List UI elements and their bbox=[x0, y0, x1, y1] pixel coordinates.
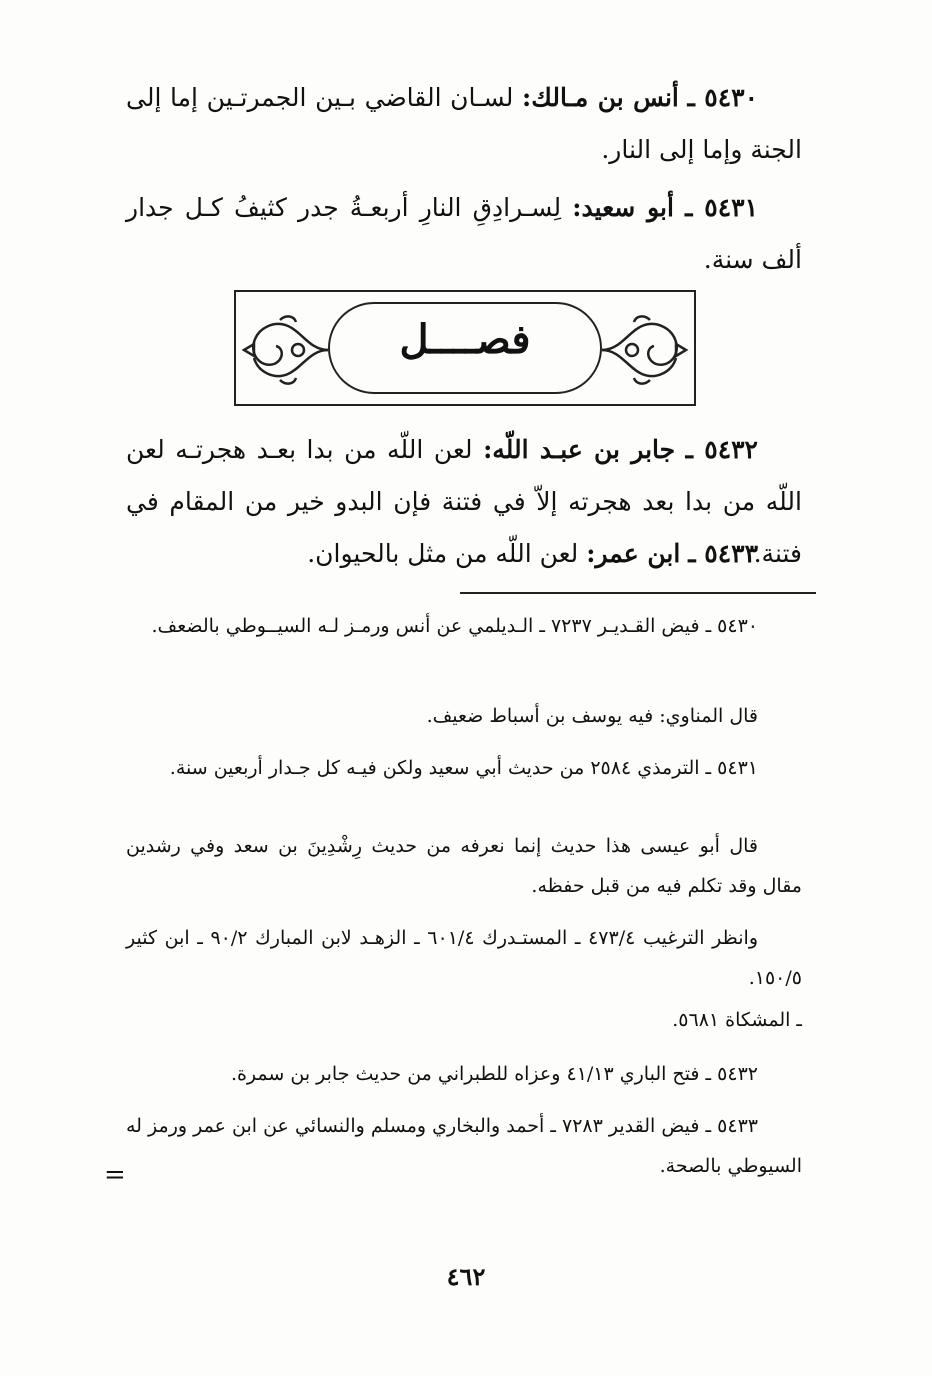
entry-narrator: جابر بن عبـد اللّه: bbox=[483, 435, 676, 464]
footnote: ٥٤٣٢ ـ فتح الباري ٤١/١٣ وعزاه للطبراني من حديث جابر بن سمرة. bbox=[230, 1063, 758, 1085]
entry-text: لعن اللّه من مثل بالحيوان. bbox=[307, 539, 579, 568]
entry-narrator: ابن عمر: bbox=[586, 539, 681, 568]
footnote: ٥٤٣٠ ـ فيض القـديـر ٧٢٣٧ ـ الـديلمي عن أنس ورمـز لـه السيــوطي بالضعف. bbox=[151, 615, 758, 637]
section-heading-frame bbox=[234, 290, 696, 406]
hadith-entry-5430 bbox=[126, 72, 802, 176]
entry-narrator: أبو سعيد: bbox=[572, 193, 674, 222]
entry-text: لعن اللّه من بدا بعـد هجرتـه لعن اللّه من بدا بعد هجرته إلاّ في فتنة فإن البدو خير من المقام في فتنة. bbox=[126, 435, 802, 568]
entry-text: لِسـرادِقِ النارِ أربعـةُ جدر كثيفُ كـل جدار ألف سنة. bbox=[126, 193, 802, 274]
hadith-entry-5433 bbox=[126, 528, 802, 580]
entry-narrator: أنس بن مـالك: bbox=[522, 83, 679, 112]
footnote-separator bbox=[460, 592, 816, 594]
footnote: وانظر الترغيب ٤٧٣/٤ ـ المستـدرك ٦٠١/٤ ـ الزهـد لابن المبارك ٩٠/٢ ـ ابن كثير ١٥٠/٥. bbox=[126, 927, 802, 989]
footnote: ٥٤٣١ ـ الترمذي ٢٥٨٤ من حديث أبي سعيد ولكن فيـه كل جـدار أربعين سنة. bbox=[169, 757, 758, 779]
entry-number: ٥٤٣٣ ـ bbox=[688, 539, 758, 568]
entry-number: ٥٤٣١ ـ bbox=[685, 193, 758, 222]
footnote: ٥٤٣٣ ـ فيض القدير ٧٢٨٣ ـ أحمد والبخاري ومسلم والنسائي عن ابن عمر ورمز له السيوطي بالصحة. bbox=[126, 1115, 802, 1177]
page-number: ٤٦٢ bbox=[446, 1262, 486, 1291]
entry-number: ٥٤٣٢ ـ bbox=[685, 435, 758, 464]
entry-text: لسـان القاضي بـين الجمرتـين إما إلى الجنة وإما إلى النار. bbox=[126, 83, 802, 164]
hadith-entry-5431 bbox=[126, 182, 802, 286]
continuation-mark: = bbox=[104, 1160, 126, 1190]
ornament-right-icon bbox=[600, 310, 690, 390]
footnote: ـ المشكاة ٥٦٨١. bbox=[672, 1009, 802, 1031]
footnote: قال المناوي: فيه يوسف بن أسباط ضعيف. bbox=[426, 705, 758, 727]
section-title: فصــــل bbox=[399, 316, 531, 363]
entry-number: ٥٤٣٠ ـ bbox=[687, 83, 758, 112]
footnote: قال أبو عيسى هذا حديث إنما نعرفه من حديث رِشْدِينَ بن سعد وفي رشدين مقال وقد تكلم فيه من قبل حفظه. bbox=[126, 835, 802, 897]
